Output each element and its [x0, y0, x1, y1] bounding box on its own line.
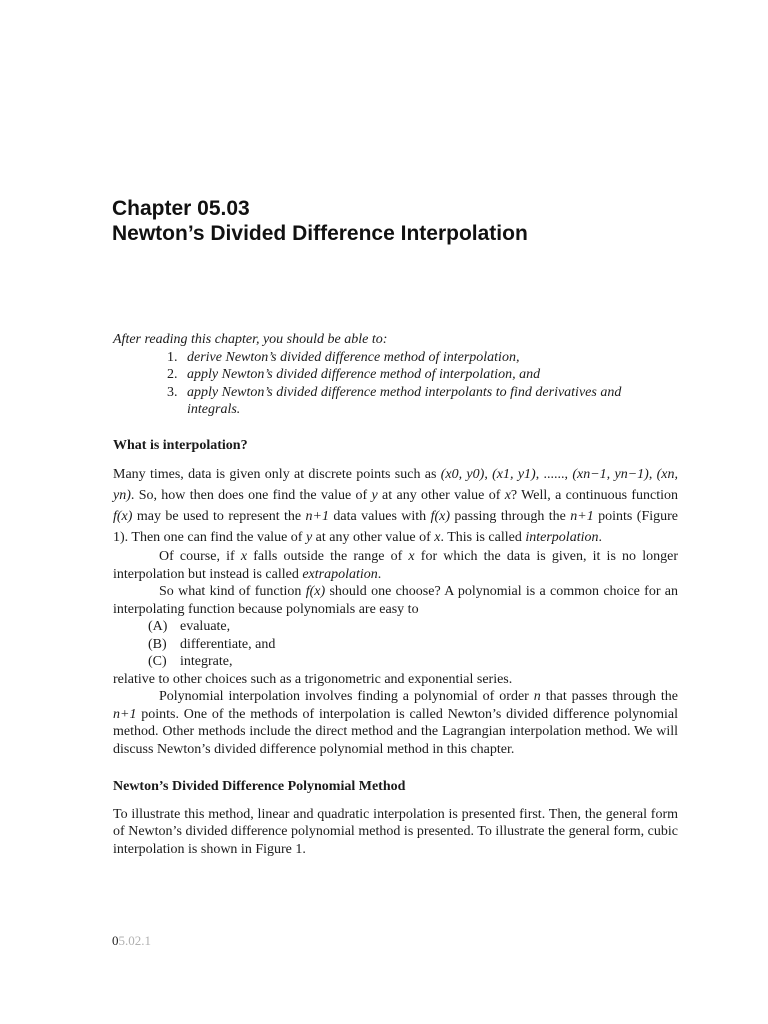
paragraph-newton-method-intro: To illustrate this method, linear and quadratic interpolation is presented first. Then, the general form of Newton’s divided difference polynomial method is presented. To illustrate the general form, cubic interpolation is shown in Figure 1.: [113, 806, 678, 857]
chapter-title: Newton’s Divided Difference Interpolation: [112, 222, 528, 245]
objective-item: 2. apply Newton’s divided difference method of interpolation, and: [181, 366, 678, 384]
chapter-number: Chapter 05.03: [112, 197, 250, 220]
paragraph-interpolation-intro: Many times, data is given only at discrete points such as (x0, y0), (x1, y1), ......, (xn−1, yn−1), (xn, yn). So, how then does one find the value of y at any other value of x? Well, a continuous function f(x) may be used to represent the n+1 data values with f(x) passing through the n+1 points (Figure 1). Then one can find the value of y at any other value of x. This is called interpolation.: [113, 467, 679, 545]
paragraph-polynomial-choice: So what kind of function f(x) should one choose? A polynomial is a common choice for an interpolating function because polynomials are easy to: [113, 584, 678, 617]
paragraph-polynomial-interpolation: Polynomial interpolation involves finding a polynomial of order n that passes through the n+1 points. One of the methods of interpolation is called Newton’s divided difference polynomial method. Other methods include the direct method and the Lagrangian interpolation method. We will discuss Newton’s divided difference polynomial method in this chapter.: [113, 689, 679, 757]
chapter-body: [113, 331, 678, 858]
learning-objectives-list: [113, 349, 678, 419]
list-item: (C) integrate,: [148, 654, 233, 669]
page-number: 05.02.1: [112, 933, 151, 948]
paragraph-extrapolation: Of course, if x falls outside the range of x for which the data is given, it is no longer interpolation but instead is called extrapolation.: [113, 549, 678, 582]
objective-item: 1. derive Newton’s divided difference method of interpolation,: [181, 349, 678, 367]
polynomial-advantages-list: [113, 618, 678, 671]
list-item: (B) differentiate, and: [148, 636, 276, 652]
learning-objectives-intro: After reading this chapter, you should be able to:: [113, 332, 388, 347]
paragraph-relative-choices: relative to other choices such as a trigonometric and exponential series.: [113, 671, 513, 687]
objective-item: 3. apply Newton’s divided difference method interpolants to find derivatives and integrals.: [181, 384, 678, 419]
section-heading-newton-method: Newton’s Divided Difference Polynomial Method: [113, 779, 406, 794]
section-heading-interpolation: What is interpolation?: [113, 437, 248, 453]
list-item: (A) evaluate,: [148, 619, 231, 634]
